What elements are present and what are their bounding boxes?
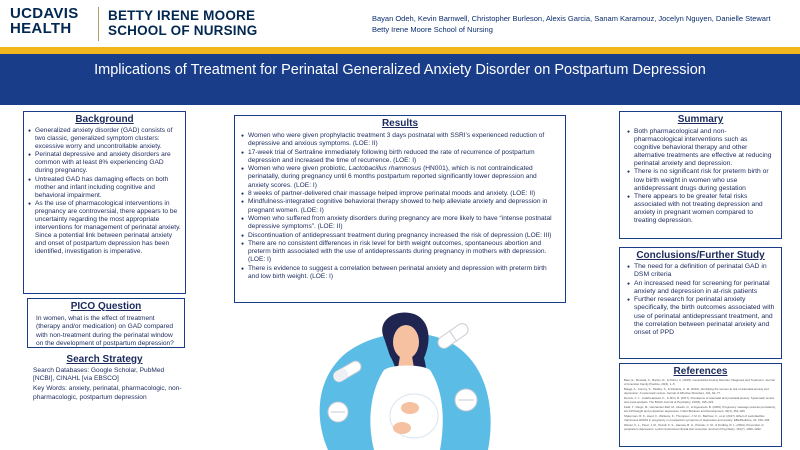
- conclusion-item: ● Further research for perinatal anxiety specifically, the birth outcomes associated with use of perinatal antidepressant treatment, and the correlation between perinatal anxiety and onset of PPD: [626, 296, 775, 337]
- author-list: Bayan Odeh, Kevin Barnwell, Christopher Burleson, Alexis Garcia, Sanam Karamouz, Jocelyn Nguyen, Danielle Stewart: [372, 14, 771, 23]
- search-heading: Search Strategy: [66, 354, 143, 365]
- poster-title: Implications of Treatment for Perinatal Generalized Anxiety Disorder on Postpartum Depression: [94, 62, 706, 78]
- pico-question: In women, what is the effect of treatment (therapy and/or medication) on GAD compared with non-treatment during the perinatal window on the development of postpartum depression?: [36, 315, 174, 348]
- background-list: [27, 127, 181, 257]
- results-panel: [234, 115, 566, 303]
- conclusions-list: [626, 263, 775, 338]
- references-list: [624, 379, 777, 431]
- pico-heading: PICO Question: [70, 301, 142, 312]
- ucdavis-health-logo: [10, 6, 79, 36]
- background-item: ● Untreated GAD has damaging effects on both mother and infant including cognitive and behavioral impairment.: [27, 176, 181, 200]
- reference-item: Baer, E., Mostafa, C., Barton, R., & Fisher, A. (2018). Generalized Anxiety Disorder: Diagnosis and Treatment. Journal of American Family Practice, 29(4), 1–5.: [624, 378, 775, 386]
- references-heading: References: [673, 366, 728, 377]
- conclusion-item: ● The need for a definition of perinatal GAD in DSM criteria: [626, 263, 775, 280]
- result-item: ● Women who were given prophylactic treatment 3 days postnatal with SSRI’s experienced reduction of depressive and anxious symptoms. (LOE: II): [240, 132, 559, 149]
- result-item: ● There is evidence to suggest a correlation between perinatal anxiety and depression with preterm birth and low birth weight. (LOE: I): [240, 265, 559, 282]
- species-name: Lactobacillus rhamnosus: [348, 165, 422, 173]
- conclusion-item: ● An increased need for screening for perinatal anxiety and depression in at-risk patients: [626, 280, 775, 297]
- conclusions-heading: Conclusions/Further Study: [636, 250, 765, 261]
- summary-item: ● Both pharmacological and non-pharmacological interventions such as cognitive behavioral therapy and other alternative treatments are effective at reducing perinatal anxiety and depression.: [626, 128, 775, 168]
- background-panel: [23, 111, 186, 294]
- background-item: ● Perinatal depressive and anxiety disorders are common with at least 8% experiencing GAD during pregnancy.: [27, 151, 181, 175]
- summary-list: [626, 128, 775, 225]
- result-item: ● 17-week trial of Sertraline immediately following birth reduced the rate of recurrence of postpartum depression and increased the time of recurrence. (LOE: I): [240, 149, 559, 166]
- school-line2: SCHOOL OF NURSING: [108, 23, 258, 38]
- result-item: ● There are no consistent differences in risk level for birth weight outcomes, spontaneous abortion and preterm birth associated with the use of antidepressants during pregnancy in mothers with depression. (LOE: I): [240, 240, 559, 265]
- logo-line1: UCDAVIS: [10, 5, 79, 22]
- tablet-icon: [328, 402, 348, 422]
- reference-item: Field, T., Diego, M., Hernandez-Reif, M., Deeds, O., & Figueiredo, B. (2009). Pregnancy massage reduces prematurity, low birthweight and postpartum depression. Infant Behavior and Development, 32(4), 454–460.: [624, 404, 776, 413]
- summary-heading: Summary: [677, 114, 724, 125]
- result-item: ● Discontinuation of antidepressant treatment during pregnancy increased the risk of depression (LOE: III): [240, 232, 559, 240]
- background-item: ● As the use of pharmacological interventions in pregnancy are controversial, there appears to be uncertainty regarding the most appropriate interventions for management of perinatal anxiety. Since a potential link between perinatal anxiety and onset of postpartum depression has been identified, investigation is imperative.: [27, 200, 181, 257]
- poster-header: [0, 0, 800, 50]
- result-item: ● 8 weeks of partner-delivered chair massage helped improve perinatal moods and anxiety. (LOE: II): [240, 190, 559, 198]
- search-databases: Search Databases: Google Scholar, PubMed [NCBI], CINAHL [via EBSCO]: [33, 367, 165, 383]
- face-shape: [393, 325, 419, 359]
- summary-item: ● There is no significant risk for preterm birth or low birth weight in women who use antidepressant drugs during gestation: [626, 168, 775, 192]
- result-item: ● Mindfulness-integrated cognitive behavioral therapy showed to help alleviate anxiety and depression in pregnant women. (LOE: I): [240, 198, 559, 215]
- results-heading: Results: [381, 118, 419, 129]
- tablet-icon: [455, 389, 477, 411]
- hand-shape: [393, 422, 411, 434]
- references-panel: [619, 363, 782, 447]
- logo-divider: [98, 7, 99, 41]
- gold-accent-strip: [0, 47, 800, 54]
- background-item: ● Generalized anxiety disorder (GAD) consists of two classic, generalized symptom clusters: excessive worry and uncontrollable anxiety.: [27, 127, 181, 151]
- authors-block: [372, 13, 771, 35]
- result-item: ● Women who were given probiotic, Lactobacillus rhamnosus (HN001), which is not contraindicated perinatally, during pregnancy until 6 months postpartum reported significantly lower depression and anxiety scores. (LOE: I): [240, 165, 559, 190]
- summary-panel: [619, 111, 782, 239]
- pico-panel: [27, 298, 185, 348]
- summary-item: ● There appears to be greater fetal risks associated with not treating depression and anxiety in pregnant women compared to treating depression.: [626, 193, 775, 225]
- pregnant-woman-with-pills-illustration: [306, 308, 498, 450]
- hand-shape: [401, 402, 419, 414]
- logo-line2: HEALTH: [10, 20, 72, 37]
- reference-item: Slykerman, R. F., Hood, F., Wickens, K., Thompson, J. M. D., Barthow, C., et al. (2017). Effect of Lactobacillus rhamnosus HN001 in pregnancy on postpartum symptoms of depression and anxiety. EBioMedicine, 24, 159–165.: [624, 413, 771, 422]
- reference-item: Biaggi, A., Conroy, S., Pawlby, S., & Pariante, C. M. (2016). Identifying the women at risk of antenatal anxiety and depression: A systematic review. Journal of Affective Disorders, 191, 62–77.: [624, 386, 769, 395]
- search-keywords: Key Words: anxiety, perinatal, pharmacologic, non-pharmacologic, postpartum depression: [33, 385, 182, 401]
- background-heading: Background: [75, 114, 134, 125]
- title-band: [0, 54, 800, 105]
- reference-item: Wisner, K. L., Perel, J. M., Peindl, K. S., Hanusa, B. H., Piontek, C. M., & Findling, R. L. (2004). Prevention of postpartum depression: a pilot randomized clinical trial. American Journal of Psychiatry, 161(7), 1290–1292.: [624, 422, 764, 431]
- school-logo: [108, 8, 257, 38]
- conclusions-panel: [619, 247, 782, 359]
- search-strategy-panel: [23, 352, 186, 416]
- school-line1: BETTY IRENE MOORE: [108, 8, 256, 23]
- affiliation: Betty Irene Moore School of Nursing: [372, 25, 493, 34]
- result-item: ● Women who suffered from anxiety disorders during pregnancy are more likely to have “intense postnatal depressive symptoms”. (LOE: II): [240, 215, 559, 232]
- results-list: [240, 132, 559, 281]
- reference-item: Dennis, C. L., Falah-Hassani, K., & Shiri, R. (2017). Prevalence of antenatal and postnatal anxiety: Systematic review and meta-analysis. The British Journal of Psychiatry, 210(5), 315–323.: [624, 395, 775, 404]
